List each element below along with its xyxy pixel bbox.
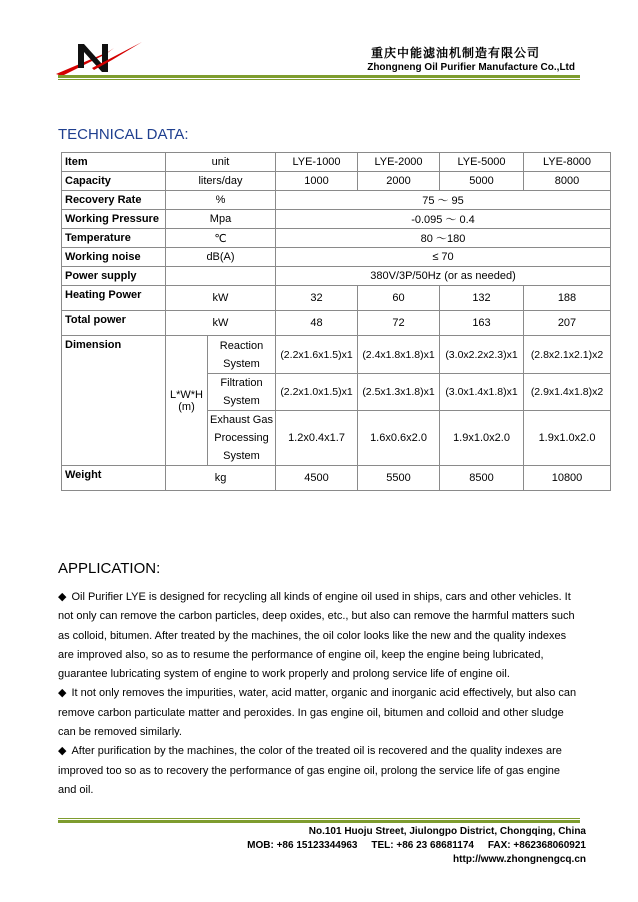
dimension-unit-line1: L*W*H	[169, 388, 203, 401]
dimension-row-reaction	[62, 336, 611, 374]
row-unit: liters/day	[166, 172, 276, 191]
cell-value: (3.0x1.4x1.8)x1	[440, 374, 524, 411]
cell-value: 132	[440, 286, 524, 311]
cell-value: 1.9x1.0x2.0	[440, 411, 524, 466]
cell-value: 60	[358, 286, 440, 311]
row-unit: Mpa	[166, 210, 276, 229]
row-label: Dimension	[62, 336, 166, 466]
footer-divider	[58, 820, 580, 823]
cell-value: 5500	[358, 466, 440, 491]
header-divider-thin	[58, 79, 580, 80]
cell-value: 380V/3P/50Hz (or as needed)	[276, 267, 611, 286]
dimension-unit	[166, 336, 208, 466]
cell-value: (2.4x1.8x1.8)x1	[358, 336, 440, 374]
cell-value: 207	[524, 311, 611, 336]
cell-value: 188	[524, 286, 611, 311]
subsystem-name: Filtration System	[208, 374, 276, 411]
col-lye-8000: LYE-8000	[524, 153, 611, 172]
company-name-english: Zhongneng Oil Purifier Manufacture Co.,Ltd	[367, 62, 575, 73]
table-row	[62, 210, 611, 229]
cell-value: 32	[276, 286, 358, 311]
company-name-chinese: 重庆中能滤油机制造有限公司	[370, 46, 540, 60]
cell-value: 8000	[524, 172, 611, 191]
page-header	[0, 0, 638, 100]
diamond-bullet-icon: ◆	[58, 687, 67, 700]
table-row	[62, 466, 611, 491]
technical-data-heading: TECHNICAL DATA:	[58, 126, 189, 143]
cell-value: 72	[358, 311, 440, 336]
row-label: Capacity	[62, 172, 166, 191]
row-unit: %	[166, 191, 276, 210]
footer-divider-thin	[58, 818, 580, 819]
col-lye-2000: LYE-2000	[358, 153, 440, 172]
row-label: Recovery Rate	[62, 191, 166, 210]
diamond-bullet-icon: ◆	[58, 591, 67, 603]
subsystem-name: Reaction System	[208, 336, 276, 374]
row-label: Weight	[62, 466, 166, 491]
col-lye-5000: LYE-5000	[440, 153, 524, 172]
row-label: Power supply	[62, 267, 166, 286]
row-unit: kW	[166, 286, 276, 311]
technical-data-table	[61, 152, 611, 491]
cell-value: 1000	[276, 172, 358, 191]
col-item: Item	[62, 153, 166, 172]
application-text	[58, 588, 580, 800]
table-row	[62, 311, 611, 336]
header-divider	[58, 75, 580, 78]
table-row	[62, 172, 611, 191]
paragraph	[58, 742, 580, 800]
row-unit	[166, 267, 276, 286]
cell-value: (2.8x2.1x2.1)x2	[524, 336, 611, 374]
subsystem-name: Exhaust Gas Processing System	[208, 411, 276, 466]
cell-value: (3.0x2.2x2.3)x1	[440, 336, 524, 374]
cell-value: 1.9x1.0x2.0	[524, 411, 611, 466]
paragraph-text: After purification by the machines, the color of the treated oil is recovered and the quality indexes are improved too so as to recovery the performance of gas engine oil, prolong the service life of gas engine and oil.	[58, 745, 562, 796]
table-header-row	[62, 153, 611, 172]
cell-value: 48	[276, 311, 358, 336]
cell-value: (2.2x1.6x1.5)x1	[276, 336, 358, 374]
table-row	[62, 229, 611, 248]
paragraph-text: It not only removes the impurities, water, acid matter, organic and inorganic acid effectively, but also can remove carbon particulate matter and peroxides. In gas engine oil, bitumen and colloid and other sludge can be removed similarly.	[58, 687, 577, 739]
application-heading: APPLICATION:	[58, 560, 161, 577]
row-label: Working Pressure	[62, 210, 166, 229]
cell-value: 4500	[276, 466, 358, 491]
cell-value: (2.5x1.3x1.8)x1	[358, 374, 440, 411]
cell-value: ≤ 70	[276, 248, 611, 267]
footer-website: http://www.zhongnengcq.cn	[453, 854, 586, 865]
dimension-unit-line2: (m)	[178, 400, 195, 413]
row-label: Total power	[62, 311, 166, 336]
footer-contacts: MOB: +86 15123344963 TEL: +86 23 68681174 FAX: +862368060921	[247, 840, 586, 851]
col-unit: unit	[166, 153, 276, 172]
row-label: Temperature	[62, 229, 166, 248]
cell-value: (2.9x1.4x1.8)x2	[524, 374, 611, 411]
zn-logo-icon	[52, 38, 144, 78]
cell-value: 1.2x0.4x1.7	[276, 411, 358, 466]
cell-value: (2.2x1.0x1.5)x1	[276, 374, 358, 411]
row-label: Heating Power	[62, 286, 166, 311]
table-row	[62, 248, 611, 267]
cell-value: 163	[440, 311, 524, 336]
cell-value: 2000	[358, 172, 440, 191]
cell-value: 80 ～180	[276, 229, 611, 248]
table-row	[62, 191, 611, 210]
row-unit: kW	[166, 311, 276, 336]
row-unit: dB(A)	[166, 248, 276, 267]
col-lye-1000: LYE-1000	[276, 153, 358, 172]
diamond-bullet-icon: ◆	[58, 745, 67, 758]
paragraph	[58, 588, 580, 684]
table-row	[62, 286, 611, 311]
cell-value: 8500	[440, 466, 524, 491]
footer-address: No.101 Huoju Street, Jiulongpo District, Chongqing, China	[308, 826, 586, 837]
cell-value: 75 ～ 95	[276, 191, 611, 210]
row-unit: ℃	[166, 229, 276, 248]
cell-value: 1.6x0.6x2.0	[358, 411, 440, 466]
cell-value: 10800	[524, 466, 611, 491]
row-unit: kg	[166, 466, 276, 491]
paragraph-text: Oil Purifier LYE is designed for recycling all kinds of engine oil used in ships, cars and other vehicles. It not only can remove the carbon particles, deep oxides, etc., but also can remove the harmful matters such as colloid, bitumen. After treated by the machines, the oil color looks like the new and the quality indexes are improved also, so as to resume the performance of engine oil, keep the engine being lubricated, guarantee lubricating system of engine to work properly and prolong service life of engine oil.	[58, 591, 575, 681]
cell-value: 5000	[440, 172, 524, 191]
cell-value: -0.095 ～ 0.4	[276, 210, 611, 229]
row-label: Working noise	[62, 248, 166, 267]
table-row	[62, 267, 611, 286]
paragraph	[58, 684, 580, 742]
